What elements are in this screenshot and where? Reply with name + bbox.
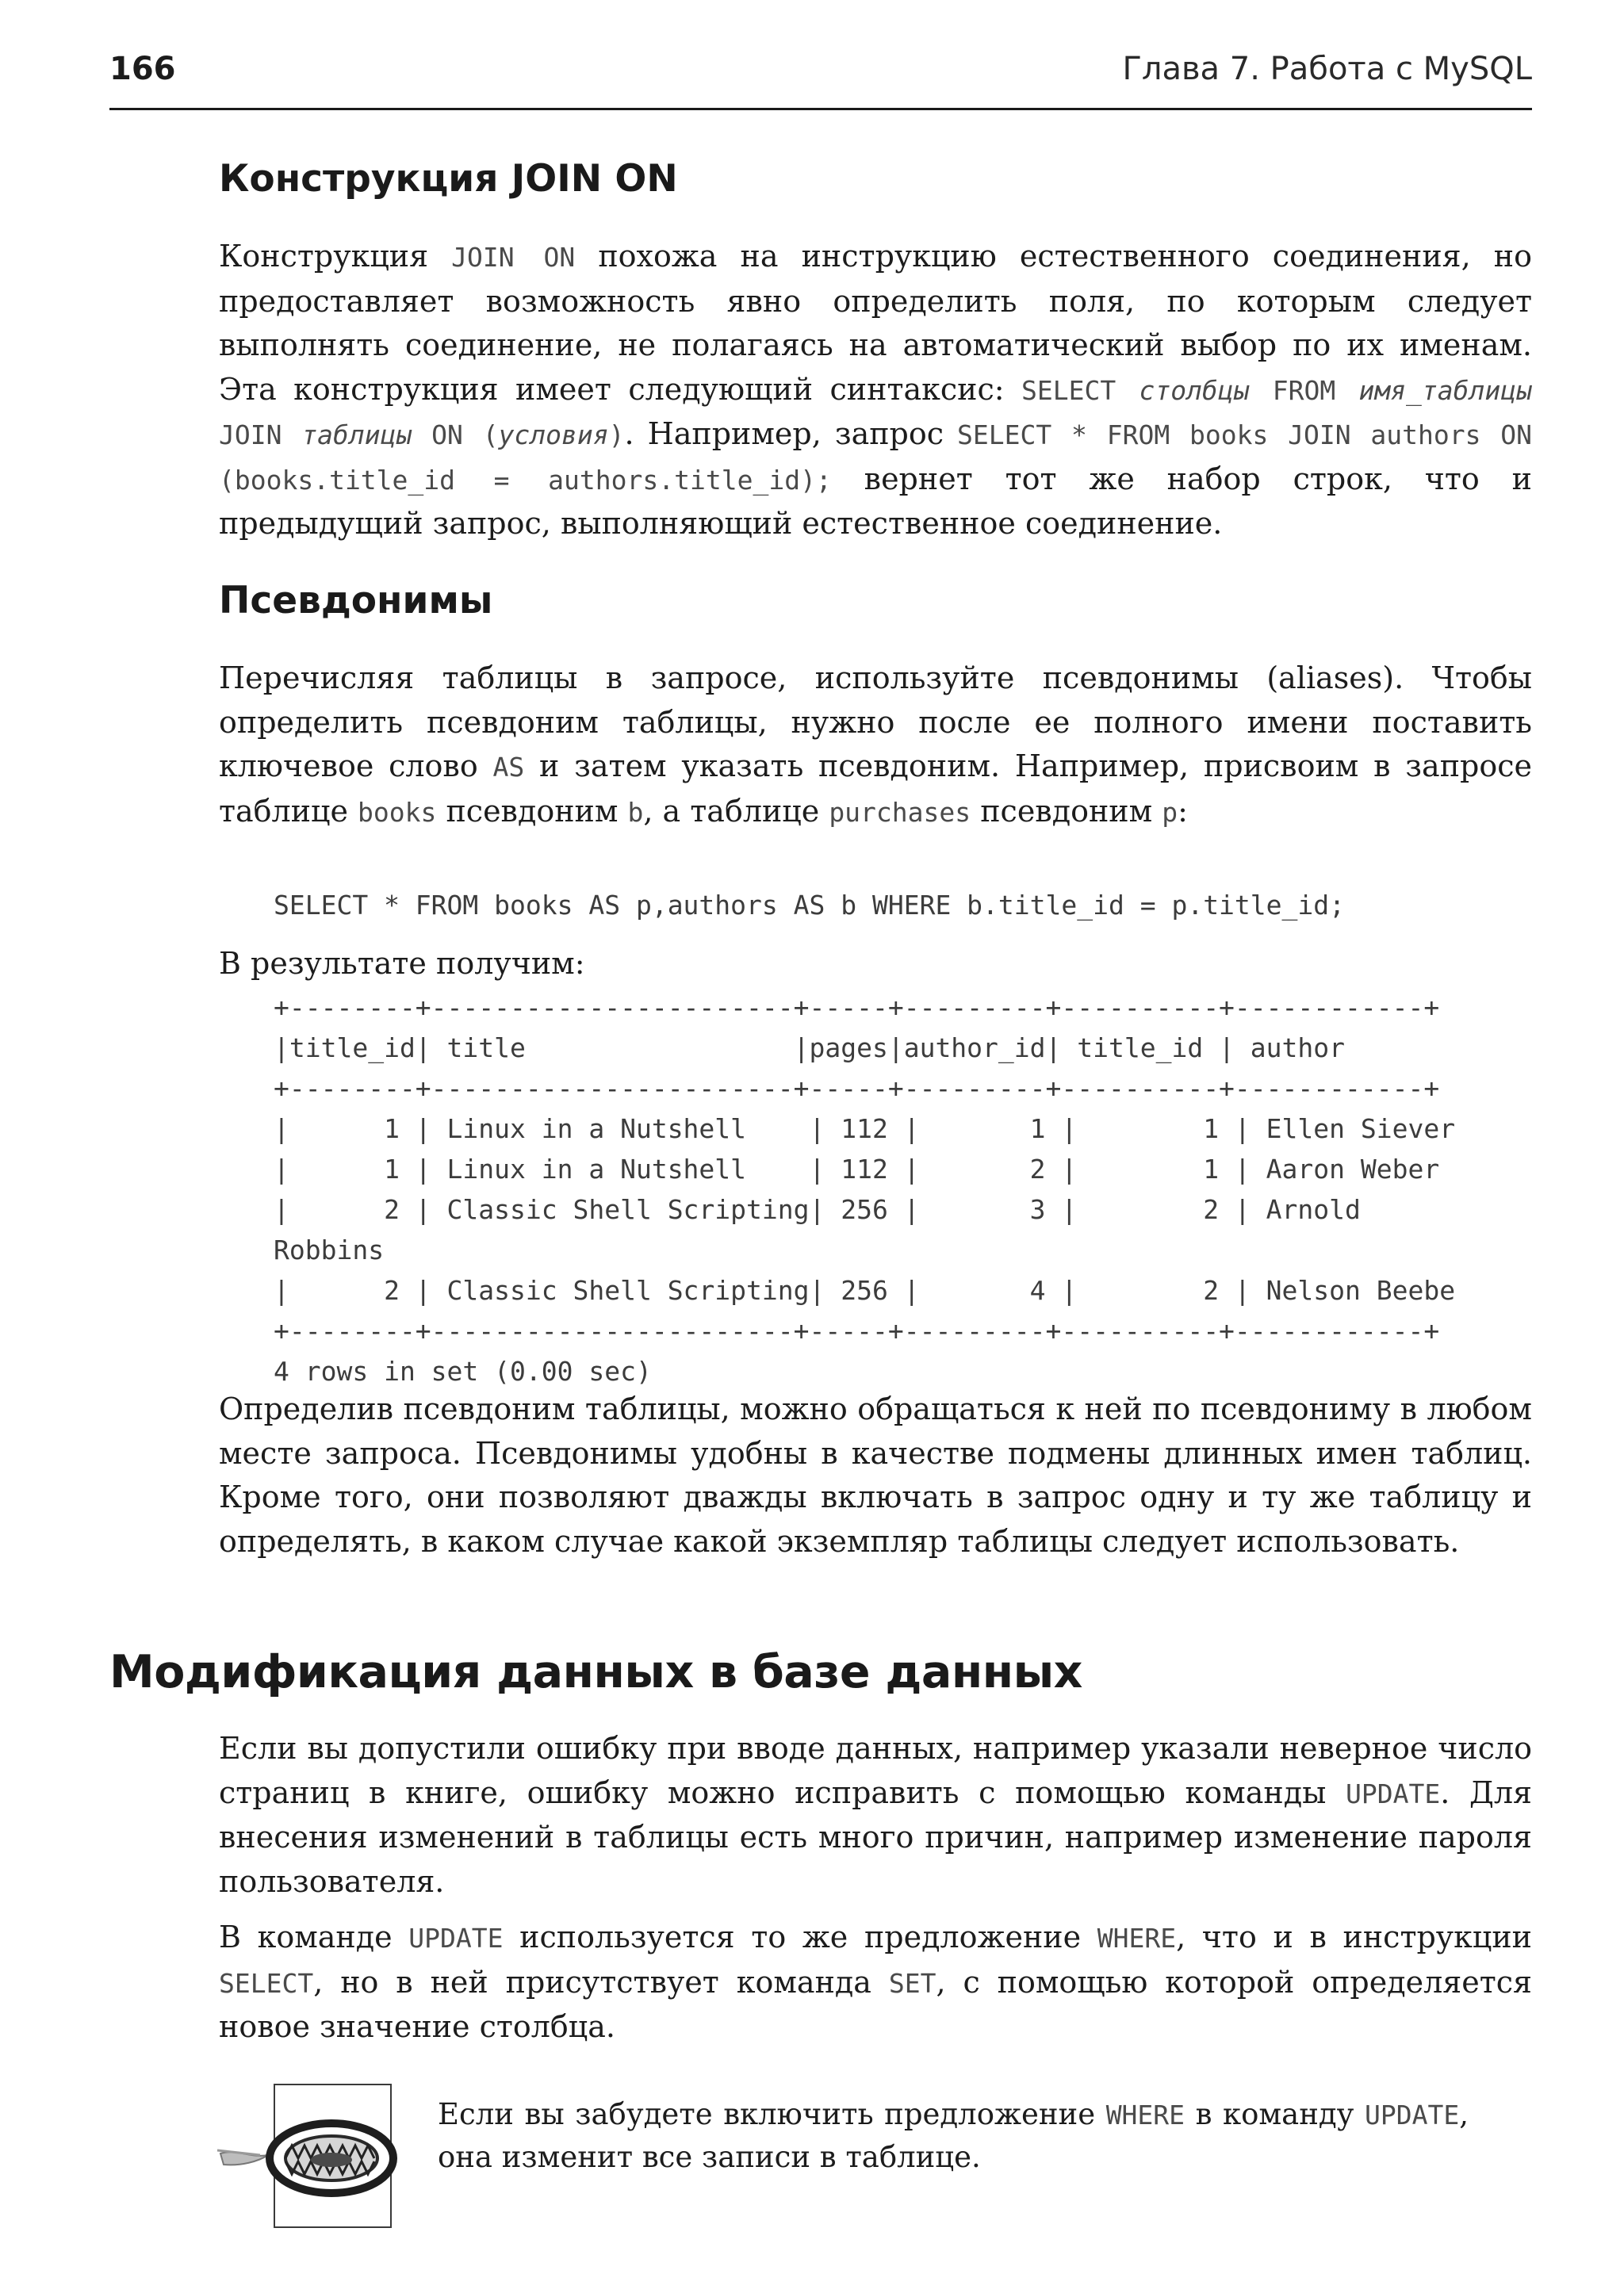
text: Конструкция: [219, 239, 452, 274]
text: В команде: [219, 1920, 409, 1954]
result-line: | 1 | Linux in a Nutshell | 112 | 2 | 1 | Aaron Weber: [274, 1154, 1440, 1185]
code-inline: UPDATE: [1346, 1778, 1441, 1809]
heading-join-on: Конструкция JOIN ON: [219, 157, 678, 201]
heading-aliases: Псевдонимы: [219, 579, 493, 622]
text: :: [1178, 793, 1188, 829]
result-line: 4 rows in set (0.00 sec): [274, 1356, 652, 1387]
text: в команду: [1185, 2097, 1365, 2131]
text: похожа на инструкцию естественного соединения, но предоставляет возможность явно определить поля, по которым следует выполнять соединение, не полагаясь на автоматический выбор по их именам. Эта конструкция имеет следующий синтаксис:: [219, 239, 1532, 407]
code-inline: b: [627, 796, 644, 828]
text: , а таблице: [643, 793, 829, 829]
result-intro: В результате получим:: [219, 946, 585, 981]
text: псевдоним: [436, 793, 628, 829]
code-inline: SELECT * FROM books JOIN authors ON (books.title_id = authors.title_id);: [219, 419, 1533, 496]
code-inline: purchases: [829, 796, 971, 828]
code-placeholder: столбцы: [1139, 374, 1250, 406]
text: , она изменит все записи в таблице.: [438, 2097, 1469, 2174]
text: . Для внесения изменений в таблицы есть много причин, например изменение пароля пользователя.: [219, 1774, 1532, 1899]
paragraph-update: [219, 1727, 1532, 1904]
code-inline: p: [1162, 796, 1178, 828]
code-inline: SET: [888, 1967, 936, 1999]
result-line: +--------+-----------------------+-----+---------+----------+------------+: [274, 1315, 1440, 1346]
code-inline: ON (: [412, 419, 499, 450]
code-inline: FROM: [1249, 374, 1359, 406]
code-inline: AS: [492, 752, 525, 783]
result-line: Robbins: [274, 1235, 385, 1265]
text: , с помощью которой определяется новое значение столбца.: [219, 1964, 1532, 2044]
text: , но в ней присутствует команда: [313, 1964, 889, 2000]
code-placeholder: таблицы: [301, 419, 412, 450]
code-inline: UPDATE: [1365, 2100, 1460, 2130]
code-inline: SELECT: [1021, 374, 1139, 406]
code-placeholder: условия: [498, 419, 609, 450]
code-inline: SELECT: [219, 1967, 314, 1999]
paragraph-join-on: [219, 235, 1532, 546]
warning-note: [438, 2093, 1469, 2178]
text: вернет тот же набор строк, что и предыдущий запрос, выполняющий естественное соединение.: [219, 461, 1532, 541]
result-line: | 2 | Classic Shell Scripting| 256 | 4 | 2 | Nelson Beebe: [274, 1275, 1456, 1306]
text: . Например, запрос: [624, 416, 958, 451]
result-line: +--------+-----------------------+-----+---------+----------+------------+: [274, 992, 1440, 1023]
code-placeholder: имя_таблицы: [1358, 374, 1532, 406]
heading-modify: Модификация данных в базе данных: [109, 1646, 1082, 1698]
result-line: | 1 | Linux in a Nutshell | 112 | 1 | 1 | Ellen Siever: [274, 1113, 1456, 1144]
code-inline: WHERE: [1097, 1923, 1177, 1954]
code-inline: WHERE: [1105, 2100, 1185, 2130]
text: Если вы допустили ошибку при вводе данных, например указали неверное число страниц в книге, ошибку можно исправить с помощью команды: [219, 1731, 1532, 1810]
paragraph-aliases: [219, 657, 1532, 834]
result-line: +--------+-----------------------+-----+---------+----------+------------+: [274, 1073, 1440, 1104]
code-inline: JOIN ON: [451, 242, 576, 273]
result-line: |title_id| title |pages|author_id| title_id | author: [274, 1032, 1346, 1063]
text: Если вы забудете включить предложение: [438, 2097, 1106, 2131]
result-line: | 2 | Classic Shell Scripting| 256 | 3 | 2 | Arnold: [274, 1194, 1361, 1225]
paragraph-aliases-usage: Определив псевдоним таблицы, можно обращаться к ней по псевдониму в любом месте запроса. Псевдонимы удобны в качестве подмены длинных имен таблиц. Кроме того, они позволяют дважды включать в запрос одну и ту же таблицу и определять, в каком случае какой экземпляр таблицы следует использовать.: [219, 1392, 1532, 1559]
text: используется то же предложение: [503, 1920, 1097, 1954]
code-query: SELECT * FROM books AS p,authors AS b WHERE b.title_id = p.title_id;: [274, 890, 1346, 921]
text: и затем указать псевдоним. Например, присвоим в запросе таблице: [219, 748, 1532, 829]
page-number: 166: [109, 51, 176, 87]
page-header: [109, 41, 1532, 110]
text: , что и в инструкции: [1176, 1920, 1532, 1954]
query-result: [274, 987, 1534, 1392]
running-head: Глава 7. Работа с MySQL: [1122, 51, 1532, 87]
text: Перечисляя таблицы в запросе, используйте псевдонимы (aliases). Чтобы определить псевдоним таблицы, нужно после ее полного имени поставить ключевое слово: [219, 660, 1532, 783]
code-inline: JOIN: [219, 419, 302, 450]
code-inline: UPDATE: [408, 1923, 504, 1954]
text: псевдоним: [971, 793, 1162, 829]
trap-icon: [213, 2103, 403, 2214]
paragraph-update-where: [219, 1916, 1532, 2050]
code-inline: books: [358, 796, 437, 828]
code-inline: ): [608, 419, 625, 450]
